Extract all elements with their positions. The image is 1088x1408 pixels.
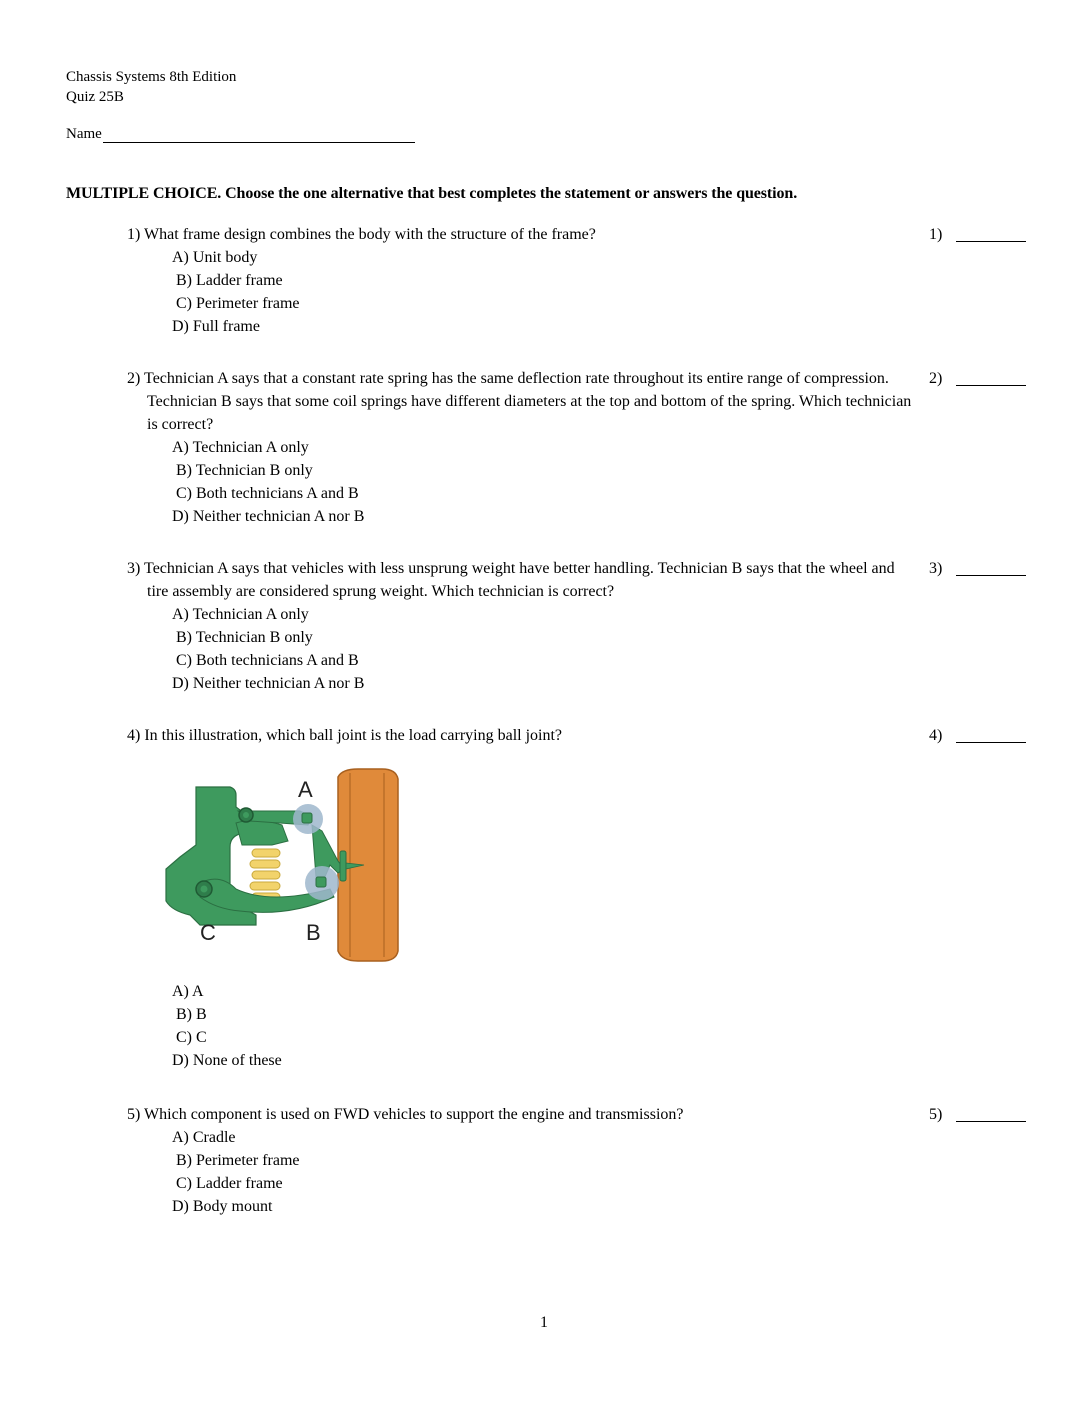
answer-number: 5) — [929, 1106, 943, 1123]
option-c[interactable]: C) C — [176, 1029, 207, 1046]
option-d[interactable]: D) Body mount — [172, 1198, 273, 1215]
option-b[interactable]: B) Perimeter frame — [176, 1152, 300, 1169]
option-b[interactable]: B) B — [176, 1006, 207, 1023]
option-b[interactable]: B) Technician B only — [176, 462, 313, 479]
name-blank-line[interactable] — [103, 124, 415, 143]
question-3 — [127, 557, 1067, 695]
option-c[interactable]: C) Perimeter frame — [176, 295, 300, 312]
answer-number: 1) — [929, 226, 943, 243]
quiz-title: Quiz 25B — [66, 89, 124, 105]
question-stem: 3) Technician A says that vehicles with less unsprung weight have better handling. Technician B says that the wheel and tire assembly are considered sprung weight. Which technician is correct? — [127, 560, 895, 600]
option-d[interactable]: D) None of these — [172, 1052, 282, 1069]
answer-number: 2) — [929, 370, 943, 387]
question-2 — [127, 367, 1067, 528]
option-d[interactable]: D) Neither technician A nor B — [172, 508, 365, 525]
label-b: B — [306, 920, 321, 945]
name-label: Name — [66, 126, 102, 142]
answer-blank[interactable] — [956, 575, 1026, 576]
question-stem: 4) In this illustration, which ball joint is the load carrying ball joint? — [127, 727, 563, 744]
question-1 — [127, 223, 1067, 338]
option-a[interactable]: A) Unit body — [172, 249, 258, 266]
option-d[interactable]: D) Full frame — [172, 318, 260, 335]
option-c[interactable]: C) Both technicians A and B — [176, 652, 359, 669]
option-a[interactable]: A) Cradle — [172, 1129, 236, 1146]
question-stem: 2) Technician A says that a constant rate spring has the same deflection rate throughout its entire range of compression. Technician B says that some coil springs have different diameters at the top and bottom of the spring. Which technician is correct? — [127, 370, 912, 433]
coil-spring — [250, 849, 280, 901]
answer-blank[interactable] — [956, 742, 1026, 743]
answer-blank[interactable] — [956, 1121, 1026, 1122]
option-c[interactable]: C) Ladder frame — [176, 1175, 283, 1192]
question-4 — [127, 724, 1067, 1072]
option-b[interactable]: B) Ladder frame — [176, 272, 283, 289]
option-c[interactable]: C) Both technicians A and B — [176, 485, 359, 502]
answer-number: 3) — [929, 560, 943, 577]
option-a[interactable]: A) Technician A only — [172, 606, 309, 623]
option-d[interactable]: D) Neither technician A nor B — [172, 675, 365, 692]
instructions: MULTIPLE CHOICE. Choose the one alternative that best completes the statement or answers the question. — [66, 185, 798, 202]
question-stem: 1) What frame design combines the body with the structure of the frame? — [127, 226, 596, 243]
label-a: A — [298, 777, 313, 802]
suspension-illustration — [160, 765, 400, 970]
book-title: Chassis Systems 8th Edition — [66, 69, 237, 85]
answer-blank[interactable] — [956, 241, 1026, 242]
answer-blank[interactable] — [956, 385, 1026, 386]
suspension-diagram — [160, 765, 400, 970]
option-a[interactable]: A) Technician A only — [172, 439, 309, 456]
label-c: C — [200, 920, 216, 945]
name-field[interactable] — [66, 124, 415, 143]
question-5 — [127, 1103, 1067, 1218]
option-b[interactable]: B) Technician B only — [176, 629, 313, 646]
answer-number: 4) — [929, 727, 943, 744]
question-stem: 5) Which component is used on FWD vehicles to support the engine and transmission? — [127, 1106, 684, 1123]
option-a[interactable]: A) A — [172, 983, 204, 1000]
page-number: 1 — [540, 1314, 548, 1331]
